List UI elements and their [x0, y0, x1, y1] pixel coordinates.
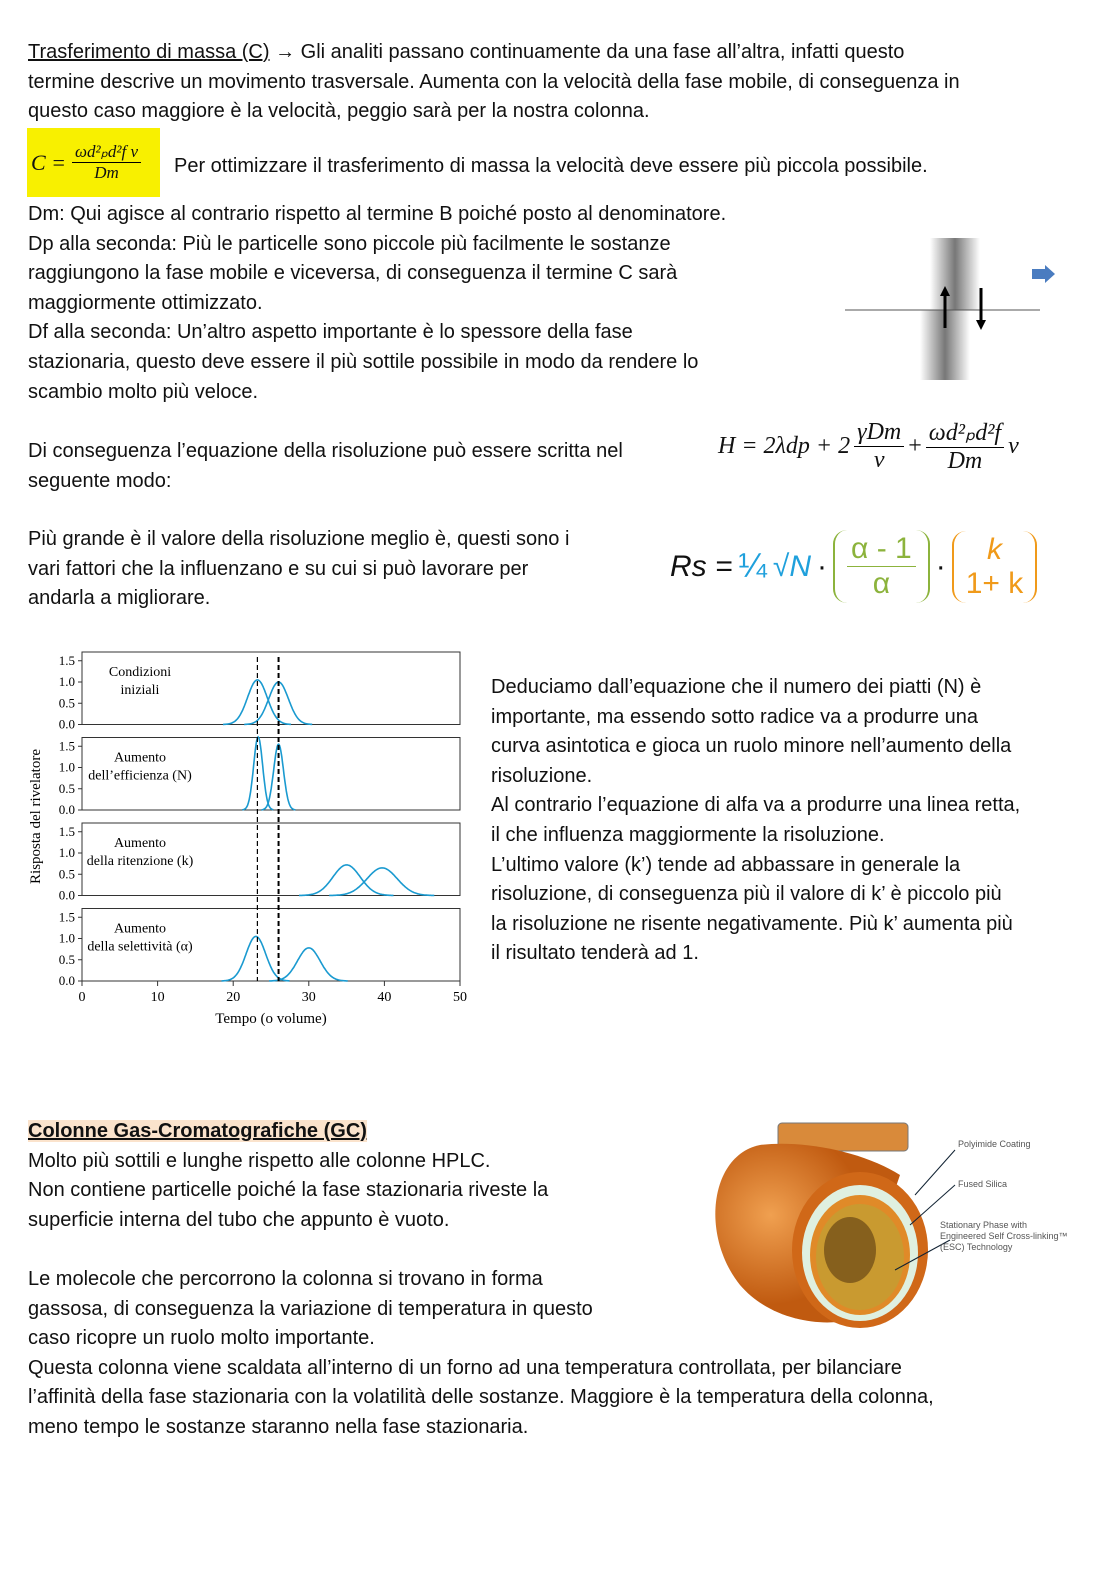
text-line: Al contrario l’equazione di alfa va a produrre una linea retta,	[491, 794, 1021, 817]
numerator: ωd²ₚd²f	[926, 418, 1004, 448]
text-line: la risoluzione ne risente negativamente. Più k’ aumenta più	[491, 912, 1013, 935]
text-line: scambio molto più veloce.	[28, 380, 259, 403]
text-line: maggiormente ottimizzato.	[28, 291, 263, 314]
formula-fraction	[72, 142, 141, 183]
alpha-term	[833, 530, 930, 603]
y-tick-label: 0.5	[58, 951, 75, 967]
text-line: andarla a migliorare.	[28, 587, 211, 610]
text-line: caso ricopre un ruolo molto importante.	[28, 1327, 375, 1350]
text-line: il risultato tenderà ad 1.	[491, 942, 699, 965]
text-line: Più grande è il valore della risoluzione meglio è, questi sono i	[28, 528, 570, 550]
y-tick-label: 1.0	[58, 930, 75, 946]
y-tick-label: 1.5	[58, 823, 75, 839]
y-tick-label: 1.0	[58, 759, 75, 775]
term-c	[926, 418, 1004, 475]
right-arrow-icon	[1032, 265, 1055, 283]
text-line: Molto più sottili e lunghe rispetto alle colonne HPLC.	[28, 1149, 491, 1172]
panel-label: Aumento	[113, 921, 167, 937]
numerator: ωd²ₚd²f v	[72, 142, 141, 163]
chromatogram-chart	[20, 640, 480, 1040]
text-line: Deduciamo dall’equazione che il numero dei piatti (N) è	[491, 676, 982, 698]
y-tick-label: 1.0	[58, 845, 75, 860]
text-line: superficie interna del tubo che appunto è vuoto.	[28, 1208, 450, 1231]
dot: ·	[817, 549, 828, 583]
panel-label: della ritenzione (k)	[86, 854, 194, 869]
resolution-paragraph	[28, 525, 569, 614]
label-stationary-phase-2: Engineered Self Cross-linking™	[940, 1231, 1068, 1241]
denominator: v	[873, 447, 885, 473]
gc-column-illustration	[700, 1115, 1090, 1330]
resolution-equation	[670, 530, 1037, 603]
explanation-paragraph	[28, 200, 726, 407]
k-term	[952, 531, 1038, 603]
y-tick-label: 0.5	[58, 695, 75, 711]
x-tick-label: 50	[453, 990, 467, 1005]
denominator: α	[872, 567, 891, 600]
right-paragraph	[491, 673, 1020, 969]
velocity-term: v	[1008, 433, 1019, 459]
y-tick-label: 1.5	[58, 909, 75, 925]
plus-sign: +	[908, 433, 922, 459]
mass-transfer-diagram	[845, 238, 1065, 383]
text-line: Le molecole che percorrono la colonna si trovano in forma	[28, 1267, 543, 1290]
x-axis-label: Tempo (o volume)	[215, 1011, 327, 1027]
panel-label: iniziali	[120, 683, 160, 698]
text-line: Dm: Qui agisce al contrario rispetto al termine B poiché posto al denominatore.	[28, 203, 727, 225]
text-line: questo caso maggiore è la velocità, peggio sarà per la nostra colonna.	[28, 100, 650, 123]
dot: ·	[935, 549, 946, 583]
peak-curve	[269, 948, 348, 981]
equation-intro	[28, 437, 623, 496]
x-tick-label: 30	[301, 990, 316, 1005]
formula-lhs: H = 2λdp + 2	[718, 433, 851, 459]
y-tick-label: 0.0	[58, 887, 75, 903]
y-tick-label: 0.0	[58, 973, 75, 988]
denominator: Dm	[94, 163, 119, 182]
text-line: curva asintotica e gioca un ruolo minore nell’aumento della	[491, 735, 1012, 758]
text-line: meno tempo le sostanze staranno nella fase stazionaria.	[28, 1415, 529, 1438]
panel-label: Condizioni	[108, 665, 172, 680]
numerator: γDm	[854, 419, 904, 447]
text-line: Non contiene particelle poiché la fase stazionaria riveste la	[28, 1179, 549, 1202]
denominator: Dm	[947, 448, 983, 474]
text-line: Df alla seconda: Un’altro aspetto importante è lo spessore della fase	[28, 321, 633, 344]
y-tick-label: 1.5	[58, 738, 75, 754]
text-line: L’ultimo valore (k’) tende ad abbassare in generale la	[491, 853, 961, 876]
numerator: α - 1	[847, 532, 916, 567]
text-line: l’affinità della fase stazionaria con la volatilità delle sostanze. Maggiore è la temperatura della colonna,	[28, 1386, 934, 1409]
text-line: termine descrive un movimento trasversale. Aumenta con la velocità della fase mobile, di conseguenza in	[28, 70, 960, 93]
x-tick-label: 20	[226, 990, 241, 1005]
label-stationary-phase-3: (ESC) Technology	[940, 1242, 1013, 1252]
y-tick-label: 0.0	[58, 716, 75, 732]
label-polyimide: Polyimide Coating	[958, 1139, 1031, 1149]
label-fused-silica: Fused Silica	[958, 1179, 1008, 1189]
text-line: stazionaria, questo deve essere il più sottile possibile in modo da rendere lo	[28, 350, 699, 373]
sqrt-n-term: √N	[772, 549, 812, 583]
y-tick-label: 1.0	[58, 674, 75, 689]
text-line: risoluzione, di conseguenza più il valore di k’ è piccolo più	[491, 883, 1002, 906]
panel-label: della selettività (α)	[87, 939, 193, 955]
y-tick-label: 1.5	[58, 652, 75, 668]
y-tick-label: 0.0	[58, 802, 75, 817]
text-line: raggiungono la fase mobile e viceversa, di conseguenza il termine C sarà	[28, 262, 678, 285]
panel-label: Aumento	[113, 836, 167, 851]
term-b	[854, 419, 904, 474]
text-line: seguente modo:	[28, 469, 172, 492]
formula-note: Per ottimizzare il trasferimento di massa la velocità deve essere più piccola possibile.	[174, 155, 928, 177]
text-line: il che influenza maggiormente la risoluzione.	[491, 823, 885, 846]
mass-transfer-intro	[28, 38, 960, 127]
peak-curve	[244, 682, 312, 724]
text-line: Questa colonna viene scaldata all’interno di un forno ad una temperatura controllata, per bilanciare	[28, 1356, 902, 1379]
text-line: risoluzione.	[491, 764, 593, 787]
peak-curve	[299, 865, 394, 896]
quarter-term: ¼	[738, 547, 767, 585]
text-line: Dp alla seconda: Più le particelle sono piccole più facilmente le sostanze	[28, 232, 671, 255]
van-deemter-equation	[718, 418, 1019, 475]
section-heading: Trasferimento di massa (C)	[28, 41, 270, 63]
text-line: importante, ma essendo sotto radice va a produrre una	[491, 705, 978, 728]
y-tick-label: 0.5	[58, 866, 75, 882]
panel-label: dell’efficienza (N)	[88, 768, 192, 784]
text-line: Di conseguenza l’equazione della risoluzione può essere scritta nel	[28, 440, 623, 462]
y-axis-label: Risposta del rivelatore	[28, 749, 44, 884]
numerator: k	[987, 532, 1002, 566]
panel-label: Aumento	[113, 750, 167, 766]
formula-lhs: Rs =	[670, 549, 733, 583]
formula-lhs: C =	[31, 149, 67, 175]
section-heading: Colonne Gas-Cromatografiche (GC)	[28, 1120, 367, 1142]
text-line: gassosa, di conseguenza la variazione di temperatura in questo	[28, 1297, 593, 1320]
y-tick-label: 0.5	[58, 780, 75, 796]
denominator: 1+ k	[965, 566, 1024, 600]
x-tick-label: 0	[78, 990, 86, 1005]
peak-curve	[329, 868, 434, 896]
x-tick-label: 10	[150, 990, 165, 1005]
text-line: → Gli analiti passano continuamente da una fase all’altra, infatti questo	[275, 41, 905, 63]
label-stationary-phase: Stationary Phase with	[940, 1220, 1028, 1230]
c-term-formula	[27, 128, 160, 197]
x-tick-label: 40	[377, 990, 392, 1005]
text-line: vari fattori che la influenzano e su cui si può lavorare per	[28, 557, 529, 580]
peak-curve	[222, 936, 290, 981]
